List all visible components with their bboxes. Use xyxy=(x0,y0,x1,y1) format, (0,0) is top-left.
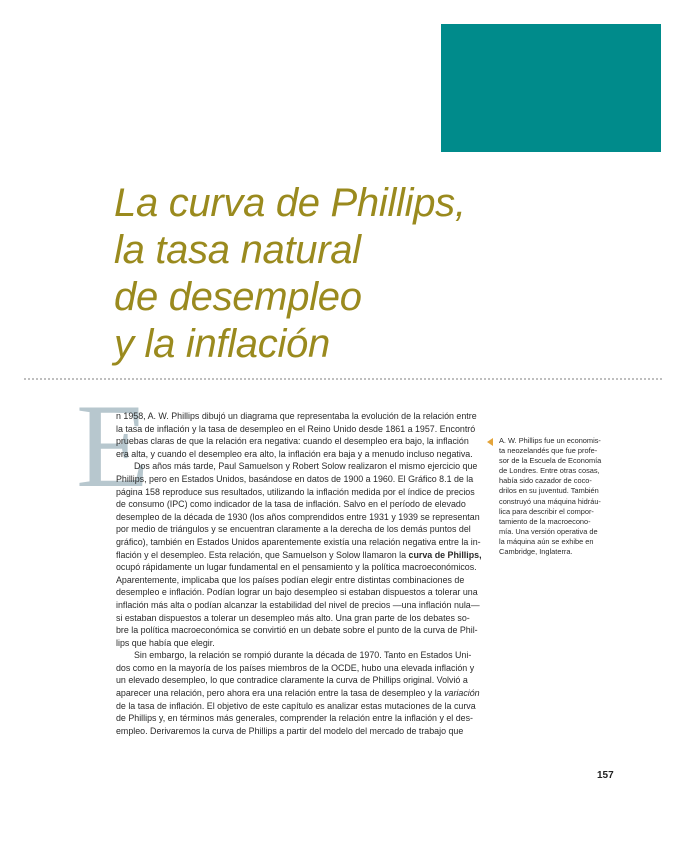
text-line: era alta, y cuando el desempleo era alto, la inflación era baja y a menudo incluso negativa. xyxy=(116,448,473,459)
text-line: si estaban dispuestos a tolerar un desempleo más alto. Una gran parte de los debates so- xyxy=(116,612,470,623)
text-line: Sin embargo, la relación se rompió durante la década de 1970. Tanto en Estados Uni- xyxy=(134,650,472,661)
paragraph-3 xyxy=(116,649,482,737)
text-line: pruebas claras de que la relación era negativa: cuando el desempleo era bajo, la inflación xyxy=(116,436,469,447)
text-line xyxy=(116,549,482,562)
sidenote xyxy=(499,436,631,557)
text-line: por medio de triángulos y se encuentran claramente a la derecha de los demás puntos del xyxy=(116,524,471,535)
sidenote-line: construyó una máquina hidráu- xyxy=(499,496,601,506)
text-line: desempleo de la década de 1930 (los años comprendidos entre 1931 y 1939 se representan xyxy=(116,511,480,522)
text-line: ocupó rápidamente un lugar fundamental en el pensamiento y la política macroeconómicos. xyxy=(116,562,477,573)
emphasis-term: variación xyxy=(444,688,480,699)
chapter-title xyxy=(114,180,466,368)
text-line: Aparentemente, implicaba que los países podían elegir entre distintas combinaciones de xyxy=(116,574,465,585)
text-line: página 158 reproduce sus resultados, utilizando la inflación medida por el índice de precios xyxy=(116,486,475,497)
chapter-title-line: de desempleo xyxy=(114,275,362,319)
sidenote-line: lica para describir el compor- xyxy=(499,506,594,516)
sidenote-line: A. W. Phillips fue un economis- xyxy=(499,436,601,445)
text-line: n 1958, A. W. Phillips dibujó un diagrama que representaba la evolución de la relación entre xyxy=(116,411,477,421)
sidenote-line: de Londres. Entre otras cosas, xyxy=(499,466,600,476)
text-line: Phillips, pero en Estados Unidos, basándose en datos de 1900 a 1960. El Gráfico 8.1 de la xyxy=(116,473,474,484)
text-line: desempleo e inflación. Podían lograr un bajo desempleo si estaban dispuestos a tolerar una xyxy=(116,587,478,598)
text-line: de la tasa de inflación. El objetivo de este capítulo es analizar estas mutaciones de la curva xyxy=(116,700,476,711)
paragraph-1 xyxy=(116,410,482,460)
text-line: empleo. Derivaremos la curva de Phillips a partir del modelo del mercado de trabajo que xyxy=(116,725,464,736)
text-line: bre la política macroeconómica se convirtió en un debate sobre el punto de la curva de Phil- xyxy=(116,625,478,636)
text-line: de consumo (IPC) como indicador de la tasa de inflación. Salvo en el período de elevado xyxy=(116,499,466,510)
sidenote-line: la máquina aún se exhibe en xyxy=(499,536,594,546)
text-line: dos como en la mayoría de los países miembros de la OCDE, hubo una elevada inflación y xyxy=(116,662,475,673)
text-line: Dos años más tarde, Paul Samuelson y Robert Solow realizaron el mismo ejercicio que xyxy=(134,461,478,472)
text-run: flación y el desempleo. Esta relación, que Samuelson y Solow llamaron la xyxy=(116,549,409,560)
sidenote-line: drilos en su juventud. También xyxy=(499,486,599,496)
text-line xyxy=(116,687,482,700)
chapter-title-line: La curva de Phillips, xyxy=(114,181,466,225)
sidenote-line: ta neozelandés que fue profe- xyxy=(499,446,598,456)
body-text xyxy=(116,410,482,737)
page-number: 157 xyxy=(597,770,614,781)
text-line: de Phillips y, en términos más generales, comprender la relación entre la inflación y el des- xyxy=(116,713,473,724)
chapter-title-line: y la inflación xyxy=(114,322,330,366)
sidenote-line: había sido cazador de coco- xyxy=(499,476,592,486)
paragraph-2 xyxy=(116,460,482,649)
text-line: lips que había que elegir. xyxy=(116,637,215,648)
sidenote-arrow-icon xyxy=(487,438,493,446)
text-line: gráfico), también en Estados Unidos aparentemente existía una relación negativa entre la in- xyxy=(116,536,481,547)
chapter-accent-block xyxy=(441,24,661,152)
chapter-title-line: la tasa natural xyxy=(114,228,361,272)
sidenote-line: Cambridge, Inglaterra. xyxy=(499,547,573,557)
text-run: aparecer una relación, pero ahora era una relación entre la tasa de desempleo y la xyxy=(116,688,445,699)
sidenote-line: mía. Una versión operativa de xyxy=(499,526,598,536)
text-line: un elevado desempleo, lo que contradice claramente la curva de Phillips original. Volvió a xyxy=(116,675,468,686)
drop-cap: E xyxy=(76,379,150,512)
sidenote-line: tamiento de la macroecono- xyxy=(499,516,591,526)
sidenote-line: sor de la Escuela de Economía xyxy=(499,456,602,466)
text-line: inflación más alta o podían alcanzar la estabilidad del nivel de precios —una inflación nula— xyxy=(116,599,480,610)
text-line: la tasa de inflación y la tasa de desempleo en el Reino Unido desde 1861 a 1957. Encontró xyxy=(116,423,476,434)
key-term: curva de Phillips, xyxy=(408,549,482,560)
